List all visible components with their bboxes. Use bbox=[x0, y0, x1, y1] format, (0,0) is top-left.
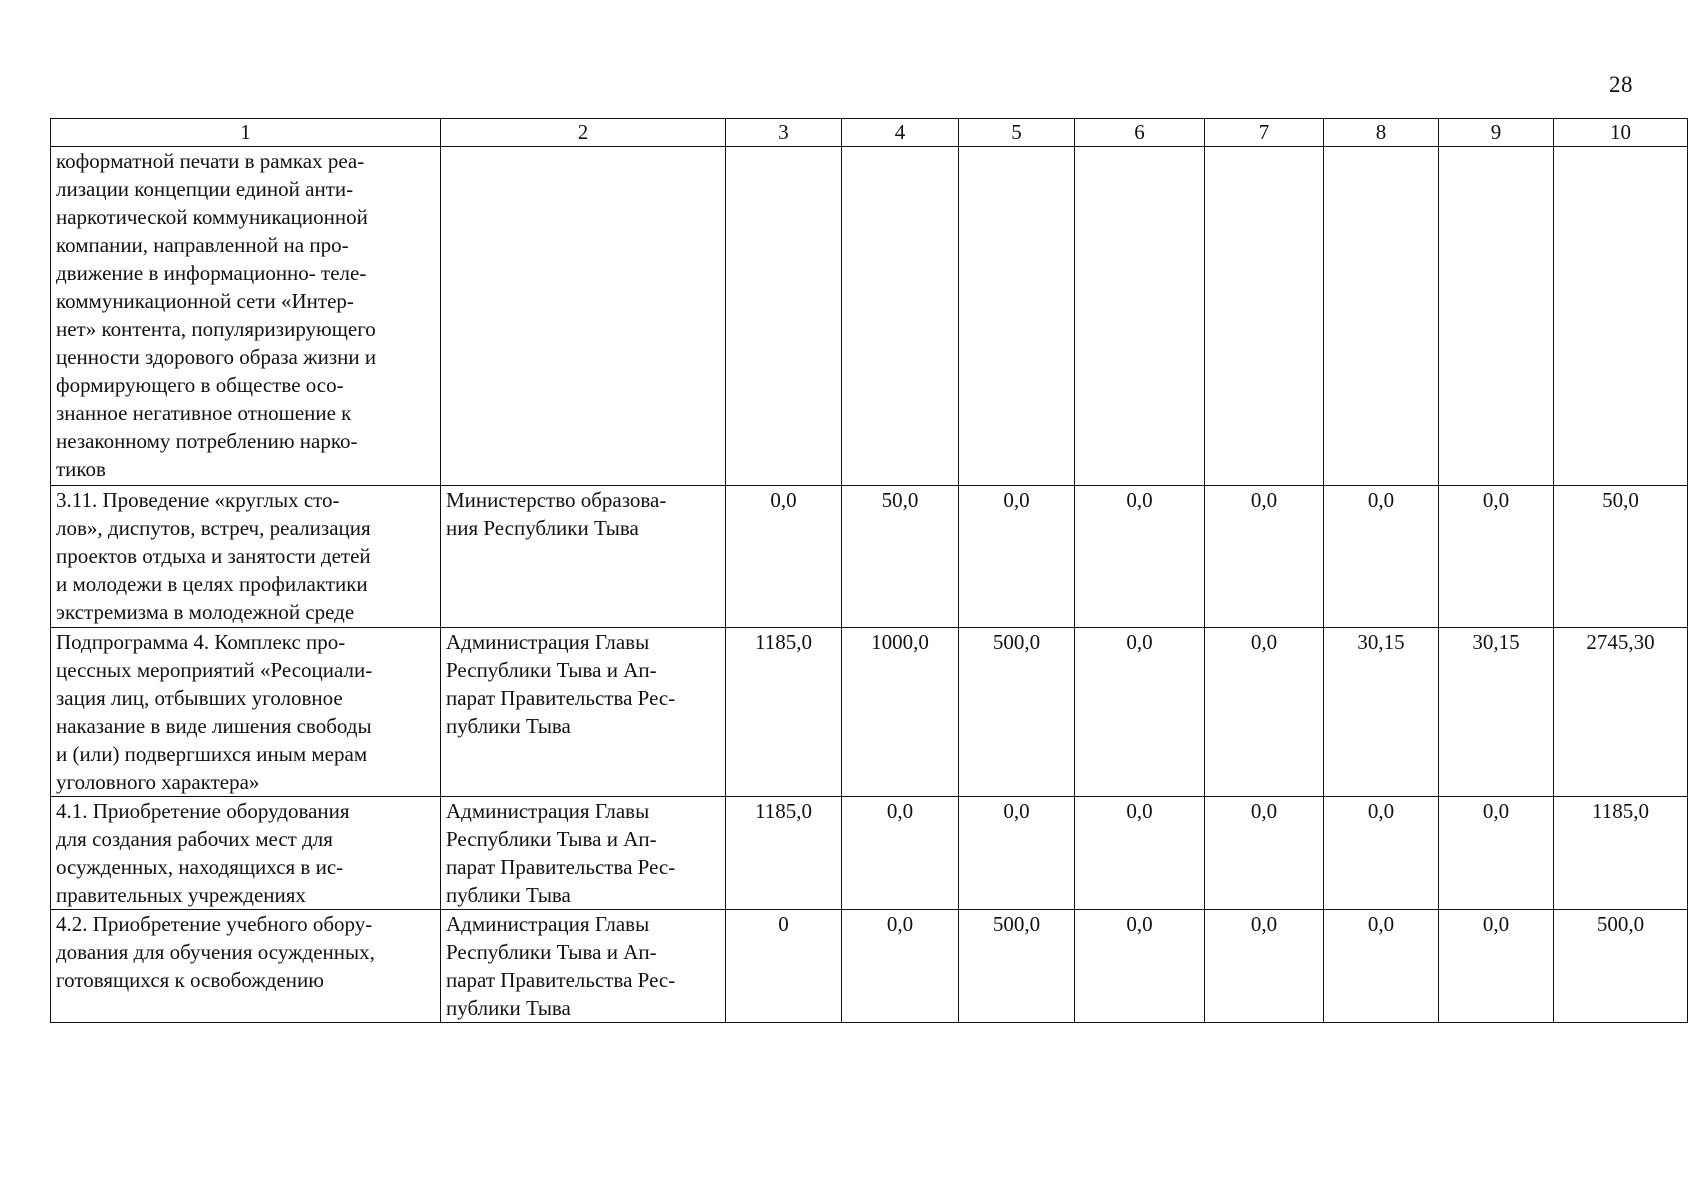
value-cell: 0,0 bbox=[1205, 628, 1324, 797]
value-cell bbox=[726, 147, 842, 486]
total-cell: 2745,30 bbox=[1554, 628, 1688, 797]
value-cell: 50,0 bbox=[842, 486, 959, 628]
total-cell: 500,0 bbox=[1554, 910, 1688, 1023]
value-cell: 0,0 bbox=[842, 797, 959, 910]
header-row bbox=[51, 119, 1688, 147]
activity-name-cell: 3.11. Проведение «круглых сто- лов», диспутов, встреч, реализация проектов отдыха и занятости детей и молодежи в целях профилактики экстремизма в молодежной среде bbox=[51, 486, 441, 628]
value-cell: 0,0 bbox=[1324, 797, 1439, 910]
value-cell: 0,0 bbox=[1075, 910, 1205, 1023]
value-cell: 0,0 bbox=[1324, 486, 1439, 628]
activity-name-cell: 4.1. Приобретение оборудования для создания рабочих мест для осужденных, находящихся в ис- правительных учреждениях bbox=[51, 797, 441, 910]
executor-cell bbox=[441, 147, 726, 486]
value-cell bbox=[959, 147, 1075, 486]
activity-name-cell: кофоpматной печати в рамках реа- лизации концепции единой анти- наркотической коммуникационной компании, направленной на про- движение в информационно- теле- коммуникационной сети «Интер- нет» контента, популяризирующего ценности здорового образа жизни и формирующего в обществе осо- знанное негативное отношение к незаконному потреблению нарко- тиков bbox=[51, 147, 441, 486]
value-cell: 0,0 bbox=[1205, 797, 1324, 910]
table-header bbox=[51, 119, 1688, 147]
value-cell: 0,0 bbox=[1439, 486, 1554, 628]
table-row bbox=[51, 486, 1688, 628]
column-header: 8 bbox=[1324, 119, 1439, 147]
page-number: 28 bbox=[1609, 72, 1633, 97]
value-cell: 0,0 bbox=[1075, 797, 1205, 910]
column-header: 5 bbox=[959, 119, 1075, 147]
value-cell: 500,0 bbox=[959, 628, 1075, 797]
value-cell: 30,15 bbox=[1324, 628, 1439, 797]
value-cell: 1185,0 bbox=[726, 628, 842, 797]
value-cell: 500,0 bbox=[959, 910, 1075, 1023]
column-header: 3 bbox=[726, 119, 842, 147]
column-header: 9 bbox=[1439, 119, 1554, 147]
value-cell: 0,0 bbox=[1205, 910, 1324, 1023]
value-cell: 0,0 bbox=[1439, 797, 1554, 910]
column-header: 4 bbox=[842, 119, 959, 147]
table-row bbox=[51, 797, 1688, 910]
table-body bbox=[51, 147, 1688, 1023]
executor-cell: Администрация Главы Республики Тыва и Ап- парат Правительства Рес- публики Тыва bbox=[441, 797, 726, 910]
value-cell: 0,0 bbox=[726, 486, 842, 628]
value-cell: 30,15 bbox=[1439, 628, 1554, 797]
value-cell: 0,0 bbox=[1324, 910, 1439, 1023]
activity-name-cell: 4.2. Приобретение учебного обору- дования для обучения осужденных, готовящихся к освобождению bbox=[51, 910, 441, 1023]
column-header: 10 bbox=[1554, 119, 1688, 147]
column-header: 1 bbox=[51, 119, 441, 147]
value-cell bbox=[1439, 147, 1554, 486]
value-cell: 0 bbox=[726, 910, 842, 1023]
total-cell: 50,0 bbox=[1554, 486, 1688, 628]
value-cell: 1000,0 bbox=[842, 628, 959, 797]
value-cell: 0,0 bbox=[1075, 628, 1205, 797]
value-cell: 0,0 bbox=[1075, 486, 1205, 628]
budget-table bbox=[50, 118, 1688, 1023]
value-cell: 0,0 bbox=[959, 797, 1075, 910]
value-cell bbox=[842, 147, 959, 486]
column-header: 2 bbox=[441, 119, 726, 147]
table-row bbox=[51, 628, 1688, 797]
table-row bbox=[51, 910, 1688, 1023]
value-cell: 1185,0 bbox=[726, 797, 842, 910]
value-cell: 0,0 bbox=[842, 910, 959, 1023]
value-cell bbox=[1075, 147, 1205, 486]
value-cell bbox=[1324, 147, 1439, 486]
table-row bbox=[51, 147, 1688, 486]
value-cell: 0,0 bbox=[959, 486, 1075, 628]
column-header: 6 bbox=[1075, 119, 1205, 147]
activity-name-cell: Подпрограмма 4. Комплекс про- цессных мероприятий «Ресоциали- зация лиц, отбывших уголовное наказание в виде лишения свободы и (или) подвергшихся иным мерам уголовного характера» bbox=[51, 628, 441, 797]
executor-cell: Администрация Главы Республики Тыва и Ап- парат Правительства Рес- публики Тыва bbox=[441, 628, 726, 797]
executor-cell: Министерство образова- ния Республики Тыва bbox=[441, 486, 726, 628]
value-cell bbox=[1205, 147, 1324, 486]
executor-cell: Администрация Главы Республики Тыва и Ап- парат Правительства Рес- публики Тыва bbox=[441, 910, 726, 1023]
total-cell bbox=[1554, 147, 1688, 486]
value-cell: 0,0 bbox=[1439, 910, 1554, 1023]
total-cell: 1185,0 bbox=[1554, 797, 1688, 910]
column-header: 7 bbox=[1205, 119, 1324, 147]
value-cell: 0,0 bbox=[1205, 486, 1324, 628]
